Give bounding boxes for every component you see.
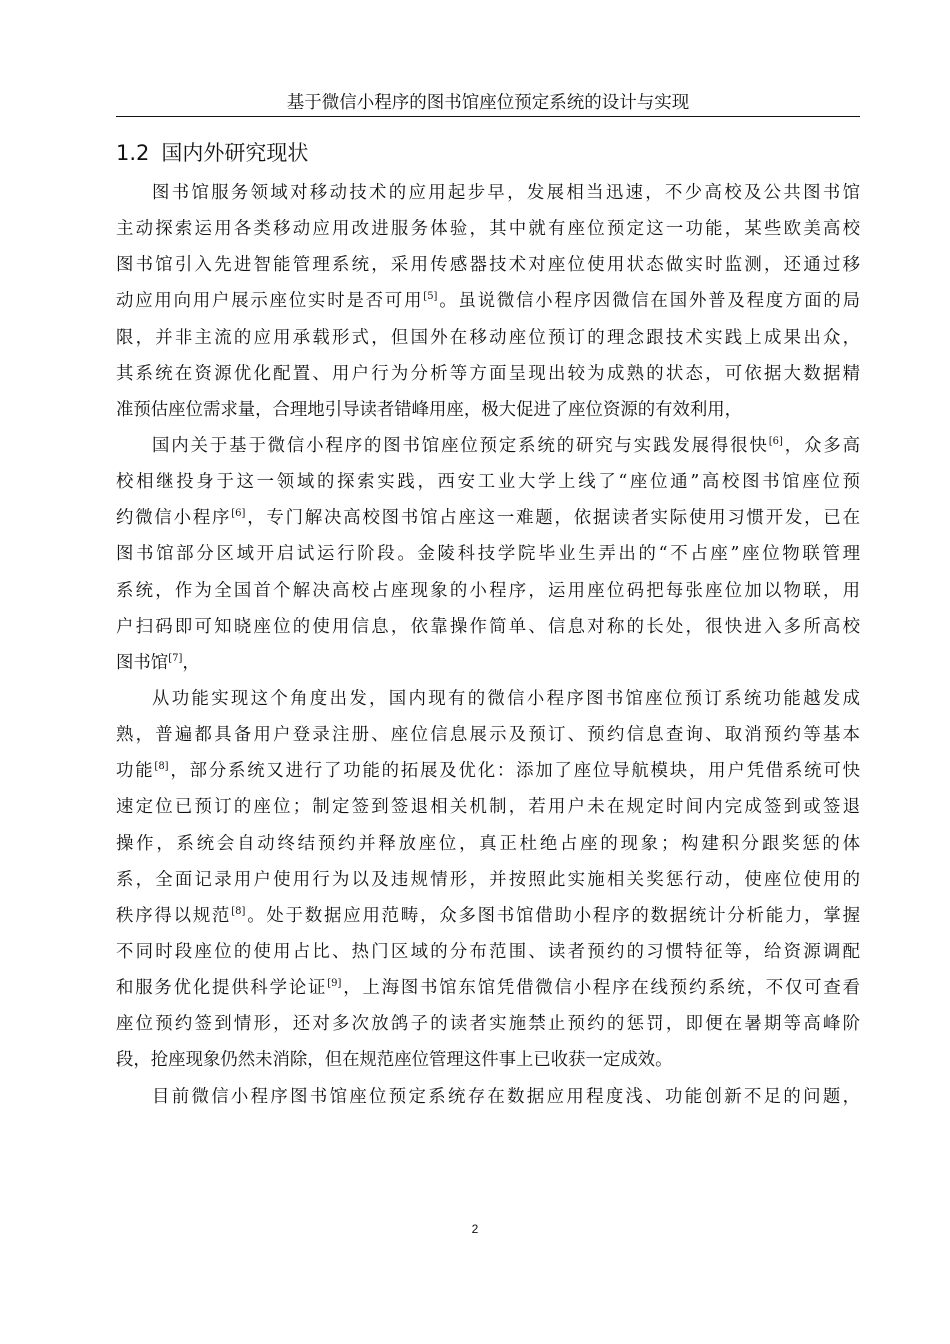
- section-number: 1.2: [116, 141, 150, 165]
- line-text: 座位预约签到情形，还对多次放鸽子的读者实施禁止预约的惩罚，即便在暑期等高峰阶: [116, 1014, 860, 1035]
- text-line: [116, 862, 860, 898]
- line-text-tail: ，上海图书馆东馆凭借微信小程序在线预约系统，不仅可查看: [341, 978, 860, 999]
- body-text: [116, 175, 860, 1115]
- line-text-tail: ，: [182, 652, 200, 673]
- text-line: [116, 175, 860, 211]
- line-text: 图书馆引入先进智能管理系统，采用传感器技术对座位使用状态做实时监测，还通过移: [116, 255, 860, 276]
- text-line: [116, 1079, 860, 1115]
- line-text: 图书馆服务领域对移动技术的应用起步早，发展相当迅速，不少高校及公共图书馆: [152, 183, 860, 203]
- line-text: 校相继投身于这一领域的探索实践，西安工业大学上线了“座位通”高校图书馆座位预: [116, 472, 860, 493]
- citation-ref: [5]: [423, 291, 438, 303]
- text-line: [116, 211, 860, 247]
- line-text: 操作，系统会自动终结预约并释放座位，真正杜绝占座的现象；构建积分跟奖惩的体: [116, 833, 860, 854]
- line-text: 从功能实现这个角度出发，国内现有的微信小程序图书馆座位预订系统功能越发成: [152, 688, 860, 709]
- text-line: [116, 970, 860, 1006]
- line-text: 图书馆: [116, 652, 169, 673]
- text-line: [116, 356, 860, 392]
- line-text: 约微信小程序: [116, 508, 232, 529]
- section-title: 国内外研究现状: [161, 141, 309, 165]
- text-line: [116, 826, 860, 862]
- text-line: [116, 1042, 860, 1078]
- header-rule: [116, 116, 860, 117]
- line-text: 和服务优化提供科学论证: [116, 978, 328, 999]
- line-text: 户扫码即可知晓座位的使用信息，依靠操作简单、信息对称的长处，很快进入多所高校: [116, 616, 860, 637]
- line-text: 国内关于基于微信小程序的图书馆座位预定系统的研究与实践发展得很快: [152, 435, 769, 456]
- text-line: [116, 464, 860, 500]
- line-text-tail: 。虽说微信小程序因微信在国外普及程度方面的局: [437, 291, 860, 312]
- line-text: 图书馆部分区域开启试运行阶段。金陵科技学院毕业生弄出的“不占座”座位物联管理: [116, 544, 860, 565]
- text-line: [116, 283, 860, 319]
- line-text: 秩序得以规范: [116, 905, 232, 926]
- line-text: 速定位已预订的座位；制定签到签退相关机制，若用户未在规定时间内完成签到或签退: [116, 797, 860, 818]
- citation-ref: [8]: [231, 905, 246, 917]
- citation-ref: [6]: [231, 508, 246, 520]
- text-line: [116, 898, 860, 934]
- text-line: [116, 247, 860, 283]
- line-text: 准预估座位需求量，合理地引导读者错峰用座，极大促进了座位资源的有效利用，: [116, 399, 743, 420]
- text-line: [116, 536, 860, 572]
- line-text: 系统，作为全国首个解决高校占座现象的小程序，运用座位码把每张座位加以物联，用: [116, 580, 860, 601]
- text-line: [116, 1006, 860, 1042]
- line-text: 功能: [116, 761, 155, 782]
- page-number: 2: [471, 1222, 479, 1236]
- line-text: 目前微信小程序图书馆座位预定系统存在数据应用程度浅、功能创新不足的问题，: [152, 1086, 860, 1107]
- line-text: 动应用向用户展示座位实时是否可用: [116, 291, 424, 312]
- text-line: [116, 428, 860, 464]
- text-line: [116, 392, 860, 428]
- text-line: [116, 717, 860, 753]
- citation-ref: [6]: [768, 435, 783, 447]
- line-text-tail: ，部分系统又进行了功能的拓展及优化：添加了座位导航模块，用户凭借系统可快: [168, 761, 860, 782]
- line-text: 主动探索运用各类移动应用改进服务体验，其中就有座位预定这一功能，某些欧美高校: [116, 219, 860, 240]
- section-heading: [116, 140, 308, 166]
- text-line: [116, 789, 860, 825]
- text-line: [116, 753, 860, 789]
- text-line: [116, 500, 860, 536]
- line-text: 限，并非主流的应用承载形式，但国外在移动座位预订的理念跟技术实践上成果出众，: [116, 327, 860, 348]
- running-header: 基于微信小程序的图书馆座位预定系统的设计与实现: [286, 93, 690, 113]
- citation-ref: [9]: [327, 978, 342, 990]
- line-text: 熟，普遍都具备用户登录注册、座位信息展示及预订、预约信息查询、取消预约等基本: [116, 725, 860, 746]
- line-text-tail: ，专门解决高校图书馆占座这一难题，依据读者实际使用习惯开发，已在: [245, 508, 860, 529]
- text-line: [116, 934, 860, 970]
- line-text: 系，全面记录用户使用行为以及违规情形，并按照此实施相关奖惩行动，使座位使用的: [116, 869, 860, 890]
- text-line: [116, 573, 860, 609]
- line-text: 不同时段座位的使用占比、热门区域的分布范围、读者预约的习惯特征等，给资源调配: [116, 941, 860, 962]
- citation-ref: [8]: [154, 761, 169, 773]
- text-line: [116, 609, 860, 645]
- text-line: [116, 320, 860, 356]
- text-line: [116, 681, 860, 717]
- line-text: 段，抢座现象仍然未消除，但在规范座位管理这件事上已收获一定成效。: [116, 1050, 673, 1071]
- line-text-tail: 。处于数据应用范畴，众多图书馆借助小程序的数据统计分析能力，掌握: [245, 905, 860, 926]
- line-text-tail: ，众多高: [782, 435, 860, 456]
- line-text: 其系统在资源优化配置、用户行为分析等方面呈现出较为成熟的状态，可依据大数据精: [116, 363, 860, 384]
- text-line: [116, 645, 860, 681]
- citation-ref: [7]: [168, 652, 183, 664]
